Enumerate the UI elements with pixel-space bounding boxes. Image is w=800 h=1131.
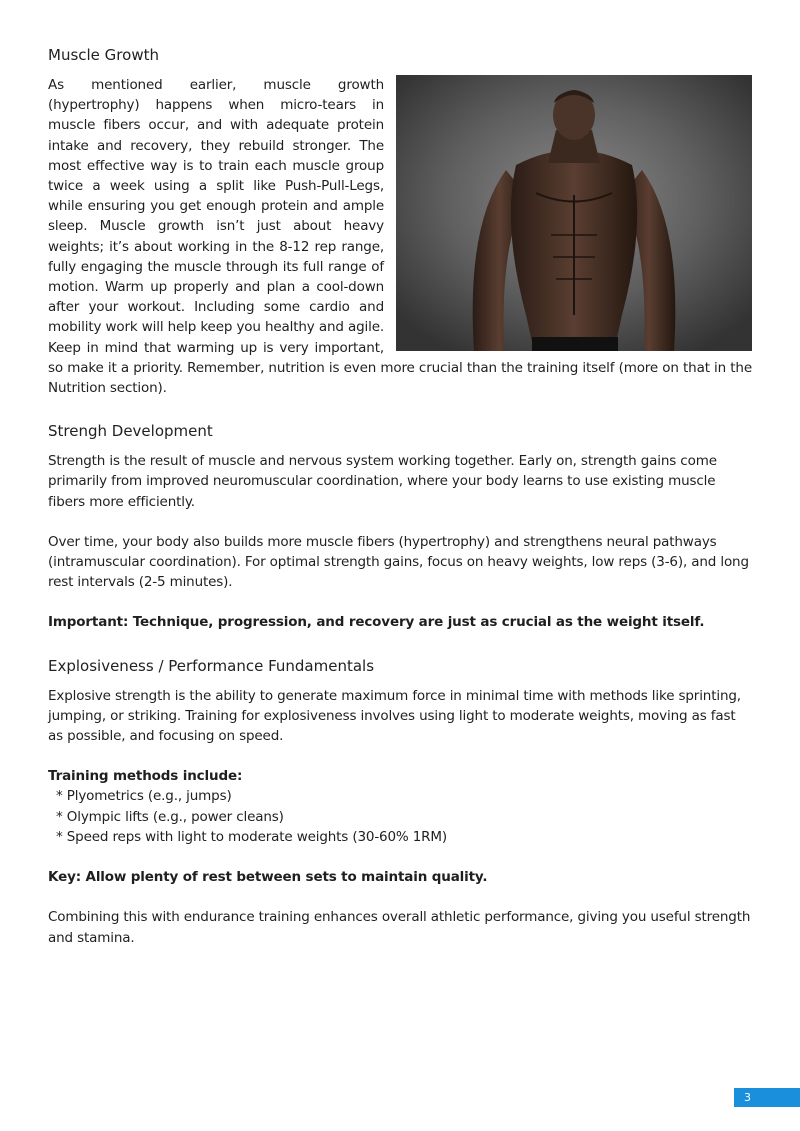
muscle-growth-section xyxy=(48,44,752,398)
muscle-growth-heading: Muscle Growth xyxy=(48,46,159,64)
list-item: * Speed reps with light to moderate weights (30-60% 1RM) xyxy=(56,828,448,845)
training-methods-title: Training methods include: xyxy=(48,768,243,785)
list-item: * Olympic lifts (e.g., power cleans) xyxy=(56,808,284,825)
strength-paragraph-2: Over time, your body also builds more muscle fibers (hypertrophy) and strengthens neural pathways (intramuscular coordination). For optimal strength gains, focus on heavy weights, low reps (3-6), and long rest intervals (2-5 minutes). xyxy=(48,533,749,591)
explosiveness-paragraph: Explosive strength is the ability to generate maximum force in minimal time with methods like sprinting, jumping, or striking. Training for explosiveness involves using light to moderate weights, moving as fast as possible, and focusing on speed. xyxy=(48,687,741,745)
list-item: * Plyometrics (e.g., jumps) xyxy=(56,788,232,805)
training-methods-list xyxy=(48,786,752,847)
strength-section xyxy=(48,420,752,632)
explosiveness-section xyxy=(48,655,752,948)
closing-paragraph: Combining this with endurance training enhances overall athletic performance, giving you useful strength and stamina. xyxy=(48,909,751,946)
athlete-photo xyxy=(396,75,752,351)
strength-heading: Strengh Development xyxy=(48,422,213,441)
page-number: 3 xyxy=(734,1088,800,1107)
key-note: Key: Allow plenty of rest between sets to maintain quality. xyxy=(48,869,488,886)
muscle-growth-body: As mentioned earlier, muscle growth (hypertrophy) happens when micro-tears in muscle fibers occur, and with adequate protein intake and recovery, they rebuild stronger. The most effective way is to train each muscle group twice a week using a split like Push-Pull-Legs, while ensuring you get enough protein and ample sleep. Muscle growth isn’t just about heavy weights; it’s about working in the 8-12 rep range, fully engaging the muscle through its full range of motion. Warm up properly and plan a cool-down after your workout. Including some cardio and mobility work will help keep you healthy and agile. Keep in mind that warming up is very important, so make it a priority. Remember, nutrition is even more crucial than the training itself (more on that in the Nutrition section). xyxy=(48,77,752,397)
explosiveness-heading: Explosiveness / Performance Fundamentals xyxy=(48,656,375,675)
page-content xyxy=(48,44,752,948)
strength-important-note: Important: Technique, progression, and recovery are just as crucial as the weight itself. xyxy=(48,614,705,631)
strength-paragraph-1: Strength is the result of muscle and nervous system working together. Early on, strength gains come primarily from improved neuromuscular coordination, where your body learns to use existing muscle fibers more efficiently. xyxy=(48,453,717,510)
